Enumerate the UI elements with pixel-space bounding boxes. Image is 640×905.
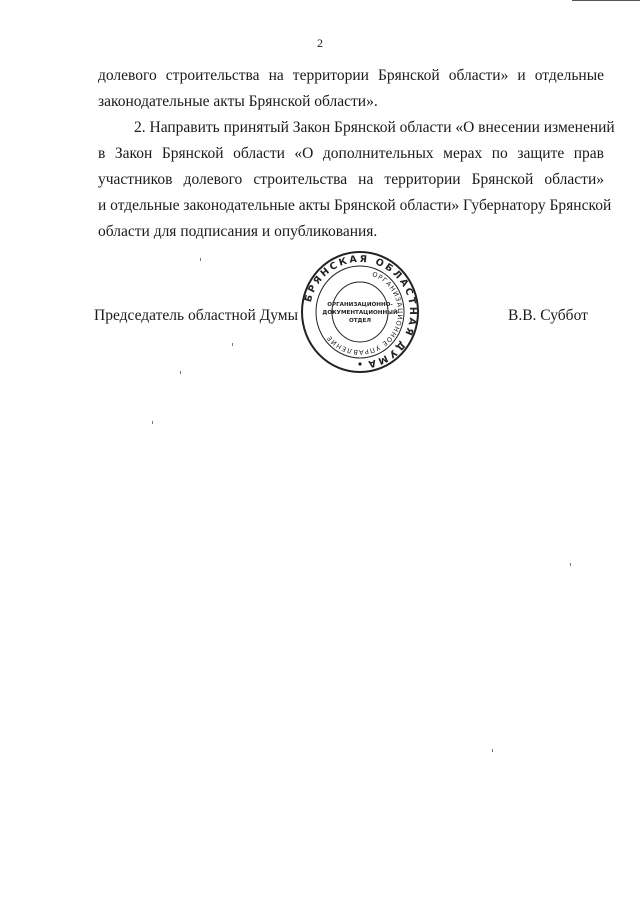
official-stamp bbox=[300, 248, 420, 376]
paragraph-2-line-2: в Закон Брянской области «О дополнительных мерах по защите прав bbox=[98, 145, 604, 162]
stamp-dot bbox=[358, 362, 361, 365]
paragraph-2-line-1: 2. Направить принятый Закон Брянской области «О внесении изменений bbox=[134, 119, 615, 136]
stamp-center-line-3: ОТДЕЛ bbox=[348, 318, 372, 324]
scan-speck bbox=[570, 563, 571, 566]
signer-title: Председатель областной Думы bbox=[94, 307, 299, 324]
stamp-outer-text: БРЯНСКАЯ ОБЛАСТНАЯ ДУМА bbox=[302, 253, 419, 370]
scan-speck bbox=[152, 421, 153, 424]
top-edge-rule bbox=[572, 0, 640, 1]
paragraph-2-line-4: и отдельные законодательные акты Брянской области» Губернатору Брянской bbox=[98, 197, 612, 214]
stamp-inner-ring-text: ОРГАНИЗАЦИОННОЕ УПРАВЛЕНИЕ bbox=[324, 270, 405, 357]
paragraph-1-line-2: законодательные акты Брянской области». bbox=[98, 93, 378, 110]
scan-speck bbox=[232, 343, 233, 346]
stamp-center-line-1: ОРГАНИЗАЦИОННО- bbox=[327, 302, 393, 308]
page-number: 2 bbox=[317, 36, 323, 50]
stamp-center-line-2: ДОКУМЕНТАЦИОННЫЙ bbox=[322, 310, 398, 316]
signer-name: В.В. Суббот bbox=[508, 307, 588, 324]
paragraph-1-line-1: долевого строительства на территории Брянской области» и отдельные bbox=[98, 67, 604, 84]
scan-speck bbox=[200, 258, 201, 261]
scan-speck bbox=[180, 371, 181, 374]
scan-speck bbox=[492, 749, 493, 752]
paragraph-2-line-3: участников долевого строительства на территории Брянской области» bbox=[98, 171, 604, 188]
paragraph-2-line-5: области для подписания и опубликования. bbox=[98, 223, 378, 240]
